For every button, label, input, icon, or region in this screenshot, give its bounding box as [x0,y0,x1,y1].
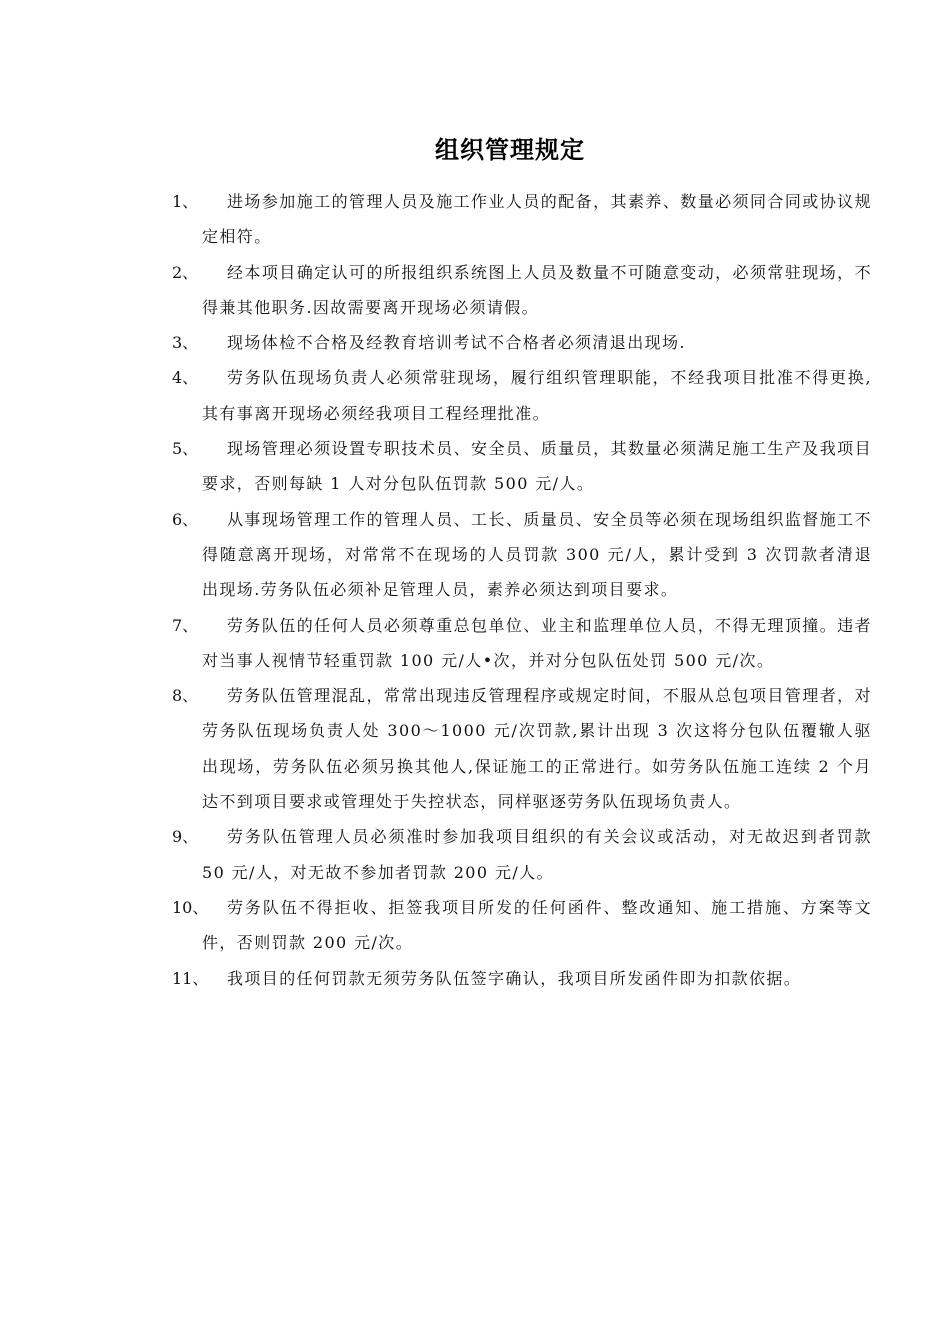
list-item [172,819,872,890]
list-item [172,431,872,502]
item-number: 3、 [172,333,199,353]
item-text: 劳务队伍管理人员必须准时参加我项目组织的有关会议或活动，对无故迟到者罚款 50 元/人，对无故不参加者罚款 200 元/人。 [202,827,872,882]
item-text: 从事现场管理工作的管理人员、工长、质量员、安全员等必须在现场组织监督施工不得随意离开现场，对常常不在现场的人员罚款 300 元/人，累计受到 3 次罚款者清退出现场.劳务队伍必须补足管理人员，素养必须达到项目要求。 [202,509,872,600]
item-number: 7、 [172,615,199,635]
item-text: 劳务队伍现场负责人必须常驻现场，履行组织管理职能，不经我项目批准不得更换,其有事离开现场必须经我项目工程经理批准。 [202,368,872,423]
item-text: 现场体检不合格及经教育培训考试不合格者必须清退出现场. [227,333,686,353]
item-text: 劳务队伍不得拒收、拒签我项目所发的任何函件、整改通知、施工措施、方案等文件，否则罚款 200 元/次。 [202,897,872,953]
item-number: 1、 [172,192,199,211]
item-text: 经本项目确定认可的所报组织系统图上人员及数量不可随意变动，必须常驻现场，不得兼其他职务.因故需要离开现场必须请假。 [202,262,872,317]
item-text: 劳务队伍的任何人员必须尊重总包单位、业主和监理单位人员，不得无理顶撞。违者对当事人视情节轻重罚款 100 元/人•次，并对分包队伍处罚 500 元/次。 [202,615,872,670]
list-item [172,502,872,608]
list-item [172,325,872,360]
rules-list [172,184,872,996]
list-item [172,255,872,326]
item-text: 我项目的任何罚款无须劳务队伍签字确认，我项目所发函件即为扣款依据。 [227,968,802,988]
page-title: 组织管理规定 [435,136,585,164]
item-number: 2、 [172,262,199,282]
item-text: 进场参加施工的管理人员及施工作业人员的配备，其素养、数量必须同合同或协议规定相符。 [202,192,872,247]
item-number: 4、 [172,368,199,388]
list-item [172,678,872,819]
item-text: 现场管理必须设置专职技术员、安全员、质量员，其数量必须满足施工生产及我项目要求，否则每缺 1 人对分包队伍罚款 500 元/人。 [202,439,872,494]
list-item [172,890,872,961]
list-item [172,961,872,996]
item-number: 11、 [172,968,209,988]
item-number: 8、 [172,686,199,706]
list-item [172,608,872,679]
item-number: 9、 [172,827,199,847]
list-item [172,360,872,431]
item-text: 劳务队伍管理混乱，常常出现违反管理程序或规定时间，不服从总包项目管理者，对劳务队伍现场负责人处 300～1000 元/次罚款,累计出现 3 次这将分包队伍覆辙人驱出现场，劳务队伍必须另换其他人,保证施工的正常进行。如劳务队伍施工连续 2 个月达不到项目要求或管理处于失控状态，同样驱逐劳务队伍现场负责人。 [202,686,872,812]
item-number: 10、 [172,897,209,917]
item-number: 6、 [172,509,199,529]
list-item [172,184,872,255]
item-number: 5、 [172,439,199,459]
